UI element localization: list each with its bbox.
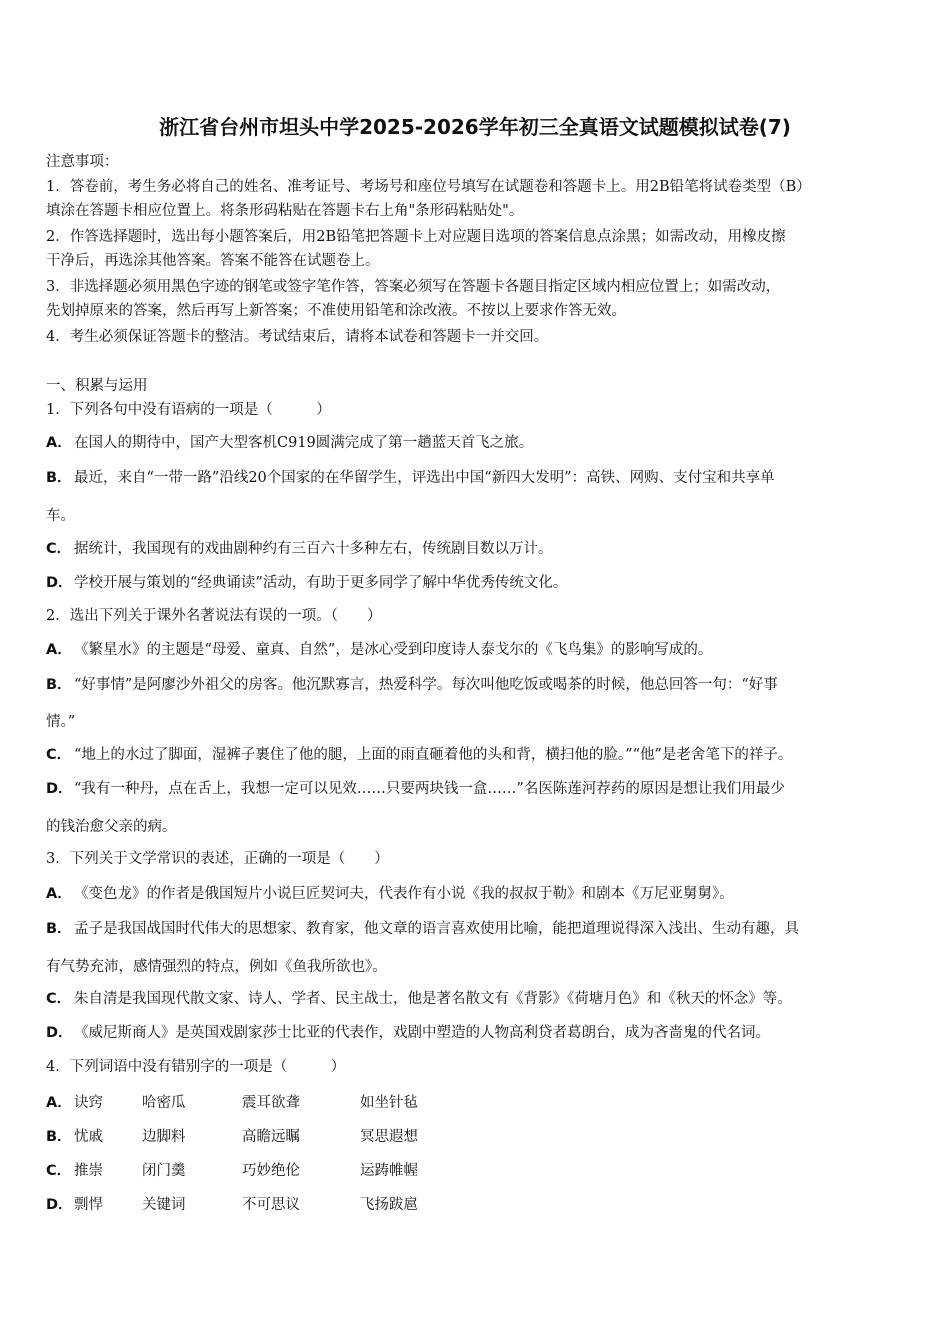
question-3-stem: 3．下列关于文学常识的表述，正确的一项是（ ） bbox=[46, 851, 389, 867]
section-heading: 一、积累与运用 bbox=[46, 378, 148, 394]
option-text: “地上的水过了脚面，湿裤子裹住了他的腿，上面的雨直砸着他的头和背，横扫他的脸。”“他”是老舍笔下的祥子。 bbox=[74, 747, 793, 763]
question-3-option-b bbox=[46, 919, 799, 939]
notice-line: 2．作答选择题时，选出每小题答案后，用2B铅笔把答题卡上对应题目选项的答案信息点涂黑；如需改动，用橡皮擦 bbox=[46, 229, 786, 245]
option-text: 在国人的期待中，国产大型客机C919圆满完成了第一趟蓝天首飞之旅。 bbox=[74, 435, 534, 451]
option-label: D． bbox=[46, 575, 73, 591]
question-2-option-a bbox=[46, 640, 712, 660]
option-text: 《威尼斯商人》是英国戏剧家莎士比亚的代表作，戏剧中塑造的人物高利贷者葛朗台，成为吝啬鬼的代名词。 bbox=[74, 1025, 770, 1041]
option-word: 运踌帷幄 bbox=[360, 1163, 418, 1179]
question-2-stem: 2．选出下列关于课外名著说法有误的一项。（ ） bbox=[46, 608, 382, 624]
option-text: 学校开展与策划的“经典诵读”活动，有助于更多同学了解中华优秀传统文化。 bbox=[74, 575, 568, 591]
question-2-option-d bbox=[46, 779, 785, 799]
question-1-option-b bbox=[46, 468, 775, 488]
option-label: C． bbox=[46, 541, 72, 557]
option-text: “我有一种丹，点在舌上，我想一定可以见效……只要两块钱一盒……”名医陈莲河荐药的原因是想让我们用最少 bbox=[74, 781, 785, 797]
option-word: 飞扬跋扈 bbox=[360, 1197, 418, 1213]
option-word: 关键词 bbox=[142, 1197, 186, 1213]
option-text: 《变色龙》的作者是俄国短片小说巨匠契诃夫，代表作有小说《我的叔叔于勒》和剧本《万尼亚舅舅》。 bbox=[74, 886, 734, 902]
option-label: C． bbox=[46, 747, 72, 763]
option-word: 高瞻远瞩 bbox=[242, 1129, 300, 1145]
option-label: D． bbox=[46, 1025, 73, 1041]
option-label: B． bbox=[46, 1129, 72, 1145]
option-word: 剽悍 bbox=[74, 1197, 103, 1213]
question-1-option-a bbox=[46, 433, 533, 453]
notice-line: 填涂在答题卡相应位置上。将条形码粘贴在答题卡右上角"条形码粘贴处"。 bbox=[46, 203, 524, 219]
question-2-option-b bbox=[46, 675, 778, 695]
option-word: 巧妙绝伦 bbox=[242, 1163, 300, 1179]
question-3-option-c bbox=[46, 989, 792, 1009]
option-word: 推崇 bbox=[74, 1163, 103, 1179]
question-1-option-c bbox=[46, 539, 553, 559]
question-3-option-d bbox=[46, 1023, 770, 1043]
option-text: 最近，来自“一带一路”沿线20个国家的在华留学生，评选出中国“新四大发明”：高铁、网购、支付宝和共享单 bbox=[74, 470, 775, 486]
question-2-option-c bbox=[46, 745, 792, 765]
option-text: “好事情”是阿廖沙外祖父的房客。他沉默寡言，热爱科学。每次叫他吃饭或喝茶的时候，他总回答一句：“好事 bbox=[74, 677, 778, 693]
option-label: A． bbox=[46, 1095, 72, 1111]
option-word: 如坐针毡 bbox=[360, 1095, 418, 1111]
question-3-option-a bbox=[46, 884, 734, 904]
option-label: A． bbox=[46, 886, 72, 902]
option-word: 忧戚 bbox=[74, 1129, 103, 1145]
option-text: 《繁星水》的主题是“母爱、童真、自然”，是冰心受到印度诗人泰戈尔的《飞鸟集》的影响写成的。 bbox=[74, 642, 713, 658]
option-label: D． bbox=[46, 781, 73, 797]
question-3-option-b-continued: 有气势充沛，感情强烈的特点，例如《鱼我所欲也》。 bbox=[46, 959, 387, 975]
option-label: D． bbox=[46, 1197, 73, 1213]
page-title: 浙江省台州市坦头中学2025-2026学年初三全真语文试题模拟试卷(7) bbox=[159, 115, 791, 139]
notice-line: 先划掉原来的答案，然后再写上新答案；不准使用铅笔和涂改液。不按以上要求作答无效。 bbox=[46, 303, 626, 319]
option-text: 孟子是我国战国时代伟大的思想家、教育家，他文章的语言喜欢使用比喻，能把道理说得深入浅出、生动有趣，具 bbox=[74, 921, 799, 937]
question-1-option-d bbox=[46, 573, 567, 593]
option-label: B． bbox=[46, 677, 72, 693]
option-label: A． bbox=[46, 435, 72, 451]
question-1-stem: 1．下列各句中没有语病的一项是（ ） bbox=[46, 402, 331, 418]
option-label: A． bbox=[46, 642, 72, 658]
option-word: 边脚料 bbox=[142, 1129, 186, 1145]
option-label: C． bbox=[46, 1163, 72, 1179]
option-word: 闭门羹 bbox=[142, 1163, 186, 1179]
question-4-stem: 4．下列词语中没有错别字的一项是（ ） bbox=[46, 1059, 346, 1075]
option-word: 哈密瓜 bbox=[142, 1095, 186, 1111]
option-word: 冥思遐想 bbox=[360, 1129, 418, 1145]
option-word: 震耳欲聋 bbox=[242, 1095, 300, 1111]
notice-line: 干净后，再选涂其他答案。答案不能答在试题卷上。 bbox=[46, 253, 380, 269]
question-1-option-b-continued: 车。 bbox=[46, 508, 75, 524]
option-label: B． bbox=[46, 470, 72, 486]
question-2-option-d-continued: 的钱治愈父亲的病。 bbox=[46, 819, 177, 835]
notice-line: 4．考生必须保证答题卡的整洁。考试结束后，请将本试卷和答题卡一并交回。 bbox=[46, 329, 549, 345]
option-text: 朱自清是我国现代散文家、诗人、学者、民主战士，他是著名散文有《背影》《荷塘月色》和《秋天的怀念》等。 bbox=[74, 991, 792, 1007]
option-word: 不可思议 bbox=[242, 1197, 300, 1213]
option-text: 据统计，我国现有的戏曲剧种约有三百六十多种左右，传统剧目数以万计。 bbox=[74, 541, 553, 557]
option-word: 诀窍 bbox=[74, 1095, 103, 1111]
option-label: C． bbox=[46, 991, 72, 1007]
option-label: B． bbox=[46, 921, 72, 937]
notice-line: 3．非选择题必须用黑色字迹的钢笔或签字笔作答，答案必须写在答题卡各题目指定区域内相应位置上；如需改动， bbox=[46, 279, 781, 295]
notice-heading: 注意事项： bbox=[46, 154, 119, 170]
question-2-option-b-continued: 情。” bbox=[46, 714, 76, 730]
notice-line: 1．答卷前，考生务必将自己的姓名、准考证号、考场号和座位号填写在试题卷和答题卡上。用2B铅笔将试卷类型（B） bbox=[46, 179, 811, 195]
